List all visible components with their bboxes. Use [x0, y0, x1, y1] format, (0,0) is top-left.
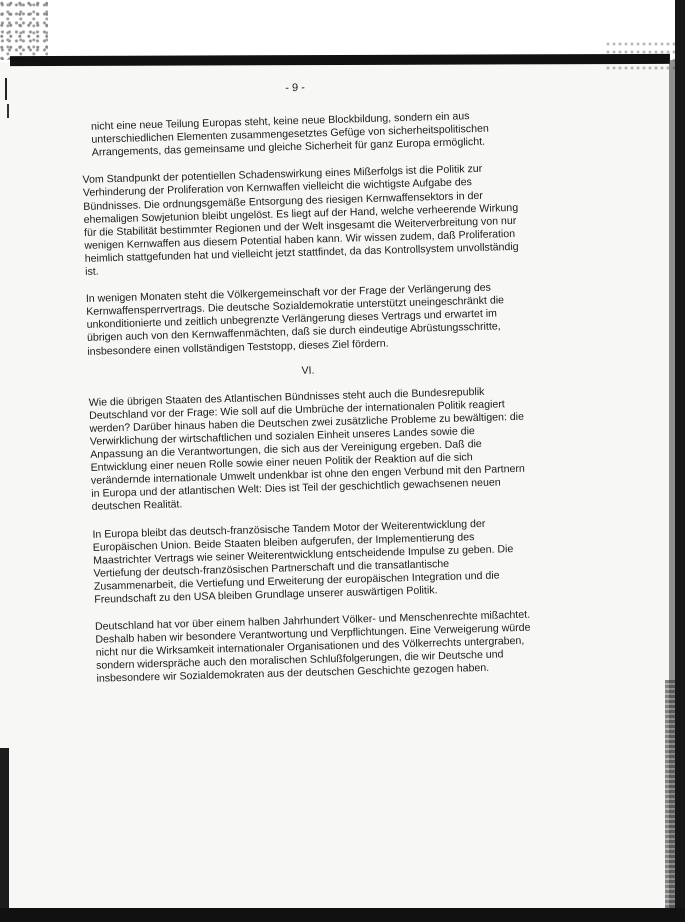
- scan-edge-left-bottom: [0, 748, 9, 908]
- paragraph-4: Wie die übrigen Staaten des Atlantischen Bündnisses steht auch die Bundesrepublik Deutschland vor der Frage: Wie soll auf die Umbrüche der internationalen Politik reagiert werden? Darüber hinaus haben die Deutschen zwei zusätzliche Probleme zu bewältigen: die Verwirklichung der wirtschaftlichen und sozialen Einheit unseres Landes sowie die Anpassung an die Verantwortungen, die sich aus der Vereinigung ergeben. Daß die Entwicklung einer neuen Rolle sowie einer neuen Politik der Reaktion auf die sich verändernde internationale Umwelt undenkbar ist ohne den engen Verbund mit den Partnern in Europa und der atlantischen Welt: Dies ist Teil der geschichtlich gewachsenen neuen deutschen Realität.: [88, 385, 526, 514]
- scan-edge-bottom: [0, 908, 685, 922]
- scan-edge-top: [10, 54, 670, 66]
- scan-noise-top-left: [0, 0, 48, 60]
- scan-edge-right: [675, 0, 685, 922]
- scan-edge-right-texture: [665, 680, 675, 910]
- paragraph-3: In wenigen Monaten steht die Völkergemeinschaft vor der Frage der Verlängerung des Kernwaffensperrvertrags. Die deutsche Sozialdemokratie unterstützt uneingeschränkt die unkonditionierte und zeitlich unbegrenzte Verlängerung dieses Vertrags und erwartet im übrigen auch von den Kernwaffenmächten, daß sie durch eindeutige Abrüstungsschritte, insbesondere einen vollständigen Teststopp, dieses Ziel fördern.: [85, 281, 505, 358]
- scan-mark-left-2: [7, 104, 9, 118]
- scan-top-margin: [0, 0, 685, 62]
- paragraph-1: nicht eine neue Teilung Europas steht, keine neue Blockbildung, sondern ein aus unterschiedlichen Elementen zusammengesetztes Gefüge von sicherheitspolitischen Arrangements, das gemeinsame und gleiche Sicherheit für ganz Europa ermöglicht.: [90, 110, 489, 159]
- document-page: [80, 76, 537, 701]
- scan-mark-left: [5, 78, 7, 100]
- paragraph-6: Deutschland hat vor über einem halben Jahrhundert Völker- und Menschenrechte mißachtet. Deshalb haben wir besondere Verantwortung und Verpflichtungen. Eine Verweigerung würde nicht nur die Wirksamkeit internationaler Organisationen und des Völkerrechts untergraben, sondern widerspräche auch den moralischen Schlußfolgerungen, die wir Deutsche und insbesondere wir Sozialdemokraten aus der deutschen Geschichte gezogen haben.: [94, 608, 531, 686]
- section-heading: VI.: [301, 364, 315, 377]
- paragraph-5: In Europa bleibt das deutsch-französische Tandem Motor der Weiterentwicklung der Europäischen Union. Beide Staaten bleiben aufgerufen, der Implementierung des Maastrichter Vertrags wie seiner Weiterentwicklung entscheidende Impulse zu geben. Die Vertiefung der deutsch-französischen Partnerschaft und die transatlantische Zusammenarbeit, die Vertiefung und Erweiterung der europäischen Integration und die Freundschaft zu den USA bleiben Grundlage unserer auswärtigen Politik.: [92, 517, 514, 606]
- page-number: - 9 -: [285, 81, 306, 95]
- paragraph-2: Vom Standpunkt der potentiellen Schadenswirkung eines Mißerfolgs ist die Politik zur Verhinderung der Proliferation von Kernwaffen vielleicht die wichtigste Aufgabe des Bündnisses. Die ordnungsgemäße Entsorgung des riesigen Kernwaffensektors in der ehemaligen Sowjetunion bleibt ungelöst. Es liegt auf der Hand, welche verheerende Wirkung für die Stabilität bestimmter Regionen und der Welt insgesamt die Weiterverbreitung von nur wenigen Kernwaffen aus diesem Potential haben kann. Wir wissen zudem, daß Proliferation heimlich stattgefunden hat und vielleicht jetzt stattfindet, da das Kontrollsystem unvollständig ist.: [82, 163, 519, 278]
